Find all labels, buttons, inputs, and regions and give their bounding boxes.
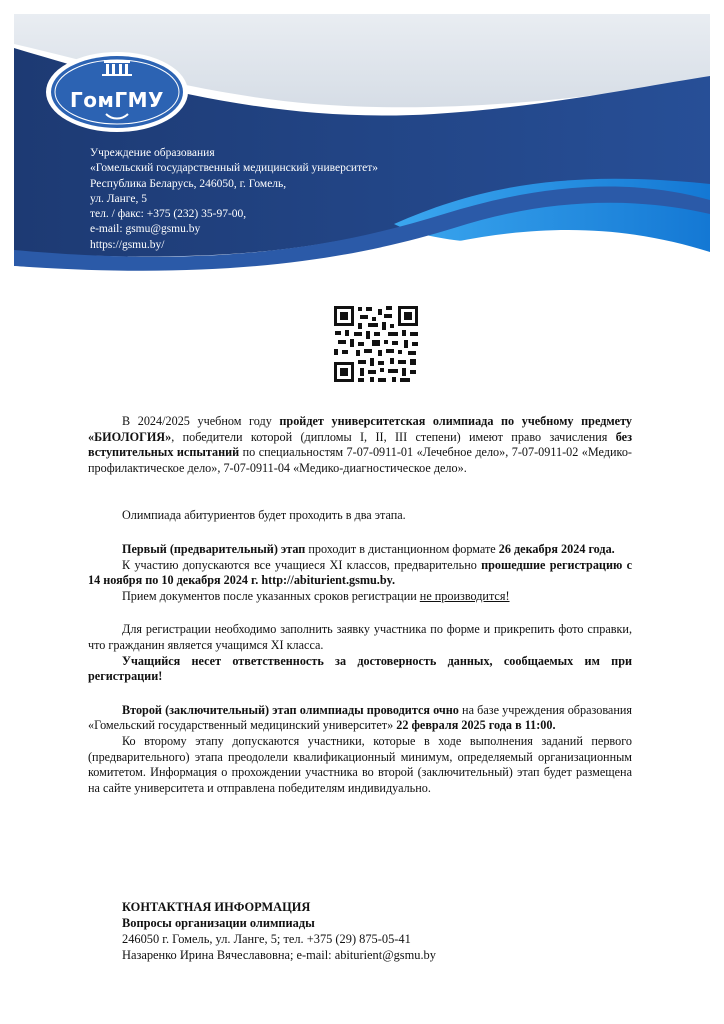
contacts-address-phone: 246050 г. Гомель, ул. Ланге, 5; тел. +375 (29) 875-05-41 <box>122 932 411 946</box>
org-line: Республика Беларусь, 246050, г. Гомель, <box>90 177 287 190</box>
org-line: Учреждение образования <box>90 147 215 159</box>
contacts-person-email: Назаренко Ирина Вячеславовна; e-mail: abiturient@gsmu.by <box>122 948 436 962</box>
document-body <box>88 414 632 796</box>
logo-text: ГомГМУ <box>70 88 164 112</box>
organization-details <box>90 146 490 253</box>
stage1-eligibility: К участию допускаются все учащиеся XI классов, предварительно прошедшие регистрацию с 14 ноября по 10 декабря 2024 г. http://abiturient.gsmu.by. <box>88 557 632 588</box>
contacts-subtitle: Вопросы организации олимпиады <box>122 916 315 930</box>
registration-paragraph: Для регистрации необходимо заполнить заявку участника по форме и прикрепить фото справки, что гражданин является учащимся XI класса. <box>88 622 632 652</box>
stage2-details: Ко второму этапу допускаются участники, которые в ходе выполнения заданий первого (предварительного) этапа преодолели квалификационный минимум, определяемый организационным комитетом. Информация о прохождении участника во второй (заключительный) этап будет размещена на сайте университета и отправлена победителям индивидуально. <box>88 733 632 795</box>
intro-paragraph: В 2024/2025 учебном году пройдет университетская олимпиада по учебному предмету «БИОЛОГИЯ», победители которой (дипломы I, II, III степени) имеют право зачисления без вступительных испытаний по специальностям 7-07-0911-01 «Лечебное дело», 7-07-0911-02 «Медико-профилактическое дело», 7-07-0911-04 «Медико-диагностическое дело». <box>88 414 632 475</box>
stage1-deadline-note: Прием документов после указанных сроков регистрации не производится! <box>122 588 510 603</box>
responsibility-paragraph: Учащийся несет ответственность за достоверность данных, сообщаемых им при регистрации! <box>88 653 632 684</box>
org-email: e-mail: gsmu@gsmu.by <box>90 223 201 236</box>
stages-paragraph: Олимпиада абитуриентов будет проходить в два этапа. <box>122 508 406 523</box>
letterhead <box>14 14 710 286</box>
org-line: ул. Ланге, 5 <box>90 192 147 205</box>
contacts-title: КОНТАКТНАЯ ИНФОРМАЦИЯ <box>122 900 311 914</box>
stage1-paragraph: Первый (предварительный) этап проходит в дистанционном формате 26 декабря 2024 года. <box>122 541 615 556</box>
org-website: https://gsmu.by/ <box>90 238 165 251</box>
qr-code-icon <box>332 304 420 384</box>
org-line: тел. / факс: +375 (232) 35-97-00, <box>90 208 247 221</box>
org-line: «Гомельский государственный медицинский университет» <box>90 162 378 175</box>
university-logo <box>44 50 190 134</box>
stage2-paragraph: Второй (заключительный) этап олимпиады проводится очно на базе учреждения образования «Гомельский государственный медицинский университет» 22 февраля 2025 года в 11:00. <box>88 702 632 733</box>
contact-information <box>122 899 602 963</box>
